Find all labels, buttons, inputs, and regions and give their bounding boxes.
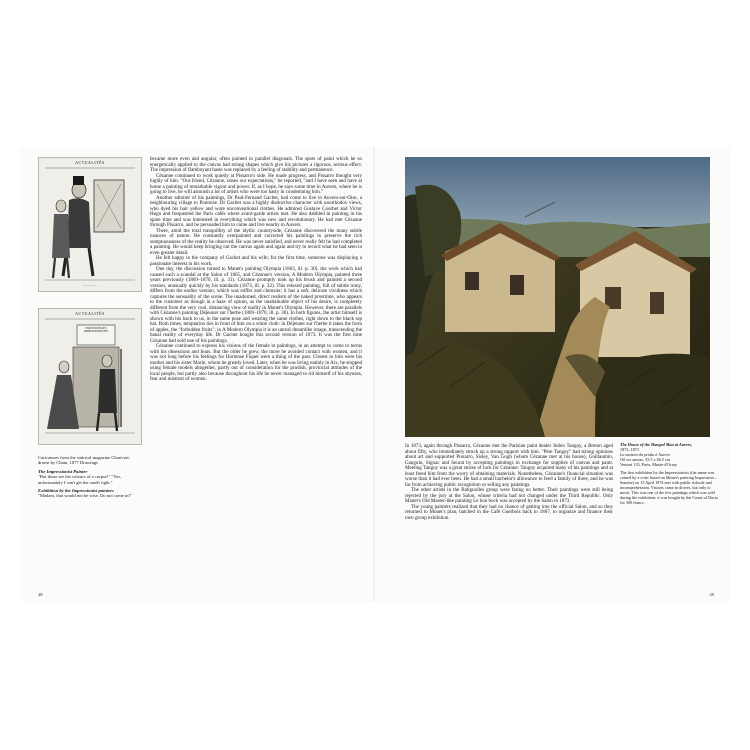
caption-main: Caricatures from the satirical magazine Charivari, drawn by Cham, 1877 Drawings — [38, 455, 130, 466]
body-paragraph: The other artists in the Batignolles group were faring no better. Their paintings were still being rejected by the jury at the Salon, whose criteria had not changed under the Third Republic. Only Manet's Old Master-like painting Le bon bock was accepted by the Salon in 1873. — [405, 487, 613, 504]
body-paragraph: Another admirer of his paintings, Dr Paul-Fernand Gachet, had come to live in Auvers-sur-Oise, a neighbouring village to Pontoise. Dr Gachet was a highly distinctive character with unorthodox views, who dyed his hair yellow and wore unconventional clothes. He admired Gustave Courbet and Victor Hugo and frequented the Paris cafés where avant-garde artists met. He also dabbled in painting in his spare time and was interested in everything which was new and revolutionary. He had met Cézanne through Pissarro, and he persuaded him to come and live nearby in Auvers. — [150, 194, 362, 228]
body-paragraph: One day, the discussion turned to Manet's painting Olympia (1863, ill. p. 30), the work which had caused such a scandal at the Salon of 1865, and Cézanne's version, A Modern Olympia, painted three years previously (1869–1870, ill. p. 31). Cézanne promptly took up his brush and painted a second version, unusually quickly by his standards (1873, ill. p. 32). This relaxed painting, full of subtle irony, differs from the earlier version, which was stiffer and clumsier; it has a soft, delicate vividness which captures the sensuality of the scene. The unadorned, direct realism of the naked prostitute, who appears to the customer as though in a haze of opium, as the unattainable object of his desire, is completely different from the very cool, distancing view of nudity in Manet's Olympia. However, there are parallels with Cézanne's painting Déjeuner sur l'herbe (1869–1870, ill. p. 30). In both figures, the artist himself is shown with his back to us, in the same pose and wearing the same clothes, right down to the black top hat. Both times, temptation lies in front of him on a white cloth: in Déjeuner sur l'herbe it takes the form of apples, the "forbidden fruits"; in A Modern Olympia it is an unreal dreamlike image, transcending the banal reality of everyday life. Dr Gachet bought this second version of 1873. It was the first time Cézanne had sold one of his paintings. — [150, 266, 362, 344]
body-paragraph: Cézanne continued to work quietly at Pissarro's side. He made progress, and Pissarro thought very highly of him. "Our friend, Cézanne, raises our expectations," he reported, "and I have seen and have at home a painting of remarkable vigour and power. If, as I hope, he says some time in Auvers, where he is going to live, he will astonish a lot of artists who were too hasty in condemning him." — [150, 172, 362, 195]
left-page — [20, 147, 375, 602]
body-paragraph: became more even and angular, often painted in parallel diagonals. The spots of paint which he so energetically applied to the canvas had strong shapes which give his pictures a rigorous, serious effect. The impression of flamboyant haste was replaced by a feeling of stability and permanence. — [150, 156, 362, 173]
painting-house-of-hanged-man — [405, 157, 710, 437]
body-paragraph: There, amid the total tranquillity of the idyllic countryside, Cézanne discovered the many subtle nuances of nature. He constantly overpainted and corrected his paintings to preserve the rich sumptuousness of the reality he observed. He was never satisfied, and never really felt he had completed a painting. He would keep bringing out the canvas again and again and try to record what he had seen in even greater detail. — [150, 227, 362, 256]
body-paragraph: In 1873, again through Pissarro, Cézanne met the Parisian paint dealer Julien Tanguy, a Breton aged about fifty, who immediately struck up a strong rapport with him. "Père Tanguy" had strong opinions about art and supported Pissarro, Sisley, Van Gogh (whom Cézanne met at his house), Guillaumin, Gauguin, Signac and Seurat by accepting paintings in exchange for supplies of canvas and paint. Meeting Tanguy was a great stroke of luck for Cézanne: Tanguy acquired many of his paintings and at least freed him from the worry of obtaining materials. Nonetheless, Cézanne's financial situation was worse than it had ever been. He had a small bachelor's allowance to feed a family of three, and he was far from achieving public recognition or selling any paintings. — [405, 443, 613, 488]
svg-text:— — — —: — — — — — [82, 283, 98, 287]
caption-first-title: The Impressionist Painter — [38, 468, 88, 474]
right-body-column — [405, 444, 613, 521]
painting-caption-date: 1872–1873 — [620, 447, 639, 452]
book-spread — [20, 147, 730, 602]
painting-caption-medium: Oil on canvas, 55.5 x 66.5 cm — [620, 457, 671, 462]
body-paragraph: Cézanne continued to express his visions of the female in paintings, in an attempt to come to terms with his obsessions and fears. But the older he grew, the more he avoided contact with women, and it was not long before his feelings for Hortense Fiquet were a thing of the past. Closest to him were his mother and his sister Marie, whom he greatly loved. Later, when he was living mainly in Aix, he stopped using female models altogether, partly out of consideration for the prudish, provincial attitudes of the local people, but partly also because throughout his life he never managed to rid himself of his shyness, fear and mistrust of women. — [150, 343, 363, 382]
painting-illustration — [405, 157, 710, 437]
body-paragraph: The young painters realized that they had no chance of getting into the official Salon, and so they returned to Monet's plan, hatched in the Café Guerbois back in 1867, to organize and finance their own group exhibition. — [405, 503, 613, 521]
left-page-number: 28 — [38, 592, 43, 597]
cartoon-impressionist-painter — [38, 157, 142, 292]
caption-second-title: Exhibition by the Impressionist painters — [38, 488, 114, 494]
painting-caption-location: Venturi 133, Paris, Musée d'Orsay — [620, 462, 678, 467]
painting-caption-note: The first exhibition by the Impressionists (the name was coined by a critic based on Monet's painting Impression – Sunrise) on 15 April 1874 met with public ridicule and incomprehension. Visitors came in droves, but only to mock. This was one of the few paintings which was sold during the exhibition; it was bought by the Count of Doria for 300 francs. — [620, 470, 718, 505]
painting-caption-title: The House of the Hanged Man at Auvers, — [620, 442, 693, 447]
cartoon-bottom-header: ACTUALITÉS — [75, 311, 105, 316]
caption-second-text: "Madam, that would not be wise. Do not come in!" — [38, 493, 132, 499]
right-page — [375, 147, 730, 602]
cartoon-illustration-top — [39, 158, 141, 291]
cartoon-bottom-sign: EXPOSITION DES IMPRESSIONNISTES — [83, 327, 109, 334]
right-page-number: 29 — [709, 592, 714, 597]
caption-first-text: "But those are the colours of a corpse!" "Yes, unfortunately I can't get the smell right." — [38, 474, 122, 485]
painting-caption-french-title: La maison du pendu à Auvers — [620, 452, 670, 457]
side-captions — [38, 455, 138, 502]
body-paragraph: He felt happy in the company of Gachet and his wife; for the first time, someone was displaying a passionate interest in his work. — [150, 255, 362, 267]
left-body-column — [150, 157, 362, 383]
painting-caption — [620, 442, 718, 508]
cartoon-exhibition — [38, 308, 142, 445]
cartoon-top-header: ACTUALITÉS — [75, 160, 105, 165]
